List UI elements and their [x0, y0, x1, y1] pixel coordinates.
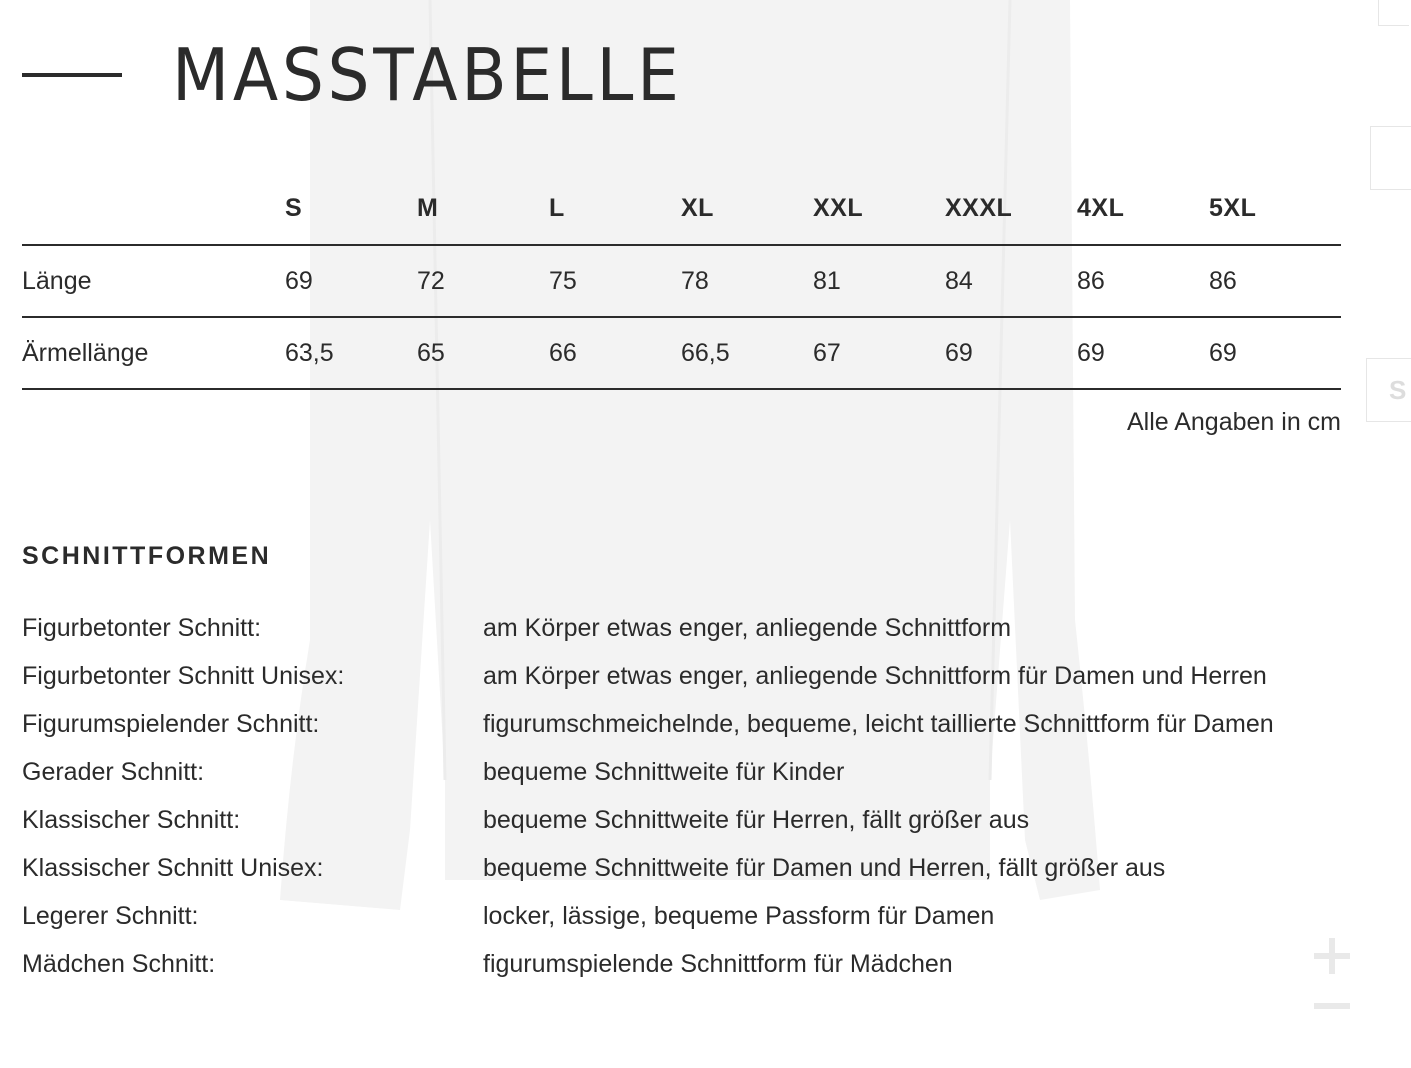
- table-cell: 72: [417, 245, 549, 317]
- edge-thumbnail-top[interactable]: [1378, 0, 1409, 26]
- table-cell: 81: [813, 245, 945, 317]
- cut-description: am Körper etwas enger, anliegende Schnittform für Damen und Herren: [483, 662, 1267, 690]
- title-rule: [22, 73, 122, 77]
- cut-description: bequeme Schnittweite für Herren, fällt größer aus: [483, 806, 1030, 834]
- edge-thumbnail[interactable]: [1370, 126, 1411, 190]
- section-heading: SCHNITTFORMEN: [22, 542, 272, 570]
- row-label: Ärmellänge: [22, 317, 285, 389]
- zoom-controls: [1312, 936, 1352, 1026]
- size-header-cell: S: [285, 172, 417, 245]
- list-item: [22, 658, 1352, 694]
- size-header-cell: L: [549, 172, 681, 245]
- table-cell: 69: [285, 245, 417, 317]
- list-item: [22, 706, 1352, 742]
- size-header-cell: XL: [681, 172, 813, 245]
- table-cell: 86: [1209, 245, 1341, 317]
- cut-name: Figurbetonter Schnitt Unisex:: [22, 662, 345, 690]
- table-row: [22, 245, 1341, 317]
- table-cell: 67: [813, 317, 945, 389]
- table-cell: 69: [945, 317, 1077, 389]
- table-cell: 84: [945, 245, 1077, 317]
- cut-description: bequeme Schnittweite für Damen und Herren, fällt größer aus: [483, 854, 1166, 882]
- cut-name: Legerer Schnitt:: [22, 902, 199, 930]
- size-header-cell: 4XL: [1077, 172, 1209, 245]
- list-item: [22, 850, 1352, 886]
- cut-description: figurumspielende Schnittform für Mädchen: [483, 950, 953, 978]
- zoom-out-button[interactable]: [1312, 986, 1352, 1026]
- table-cell: 69: [1077, 317, 1209, 389]
- cut-name: Mädchen Schnitt:: [22, 950, 216, 978]
- table-cell: 78: [681, 245, 813, 317]
- list-item: [22, 898, 1352, 934]
- cut-styles-list: [22, 610, 1352, 994]
- cut-name: Figurumspielender Schnitt:: [22, 710, 320, 738]
- cut-description: locker, lässige, bequeme Passform für Damen: [483, 902, 995, 930]
- table-cell: 69: [1209, 317, 1341, 389]
- edge-size-letter: S: [1389, 375, 1407, 405]
- size-header-row: [22, 172, 1341, 245]
- zoom-in-button[interactable]: [1312, 936, 1352, 976]
- edge-size-option[interactable]: [1366, 358, 1411, 422]
- size-header-cell: XXXL: [945, 172, 1077, 245]
- cut-description: bequeme Schnittweite für Kinder: [483, 758, 845, 786]
- cut-name: Klassischer Schnitt Unisex:: [22, 854, 324, 882]
- size-header-cell: 5XL: [1209, 172, 1341, 245]
- list-item: [22, 802, 1352, 838]
- unit-note: Alle Angaben in cm: [1126, 408, 1341, 436]
- table-cell: 63,5: [285, 317, 417, 389]
- size-header-cell: XXL: [813, 172, 945, 245]
- list-item: [22, 610, 1352, 646]
- table-cell: 66,5: [681, 317, 813, 389]
- cut-description: am Körper etwas enger, anliegende Schnittform: [483, 614, 1012, 642]
- table-cell: 75: [549, 245, 681, 317]
- cut-name: Gerader Schnitt:: [22, 758, 205, 786]
- size-header-cell: M: [417, 172, 549, 245]
- cut-description: figurumschmeichelnde, bequeme, leicht taillierte Schnittform für Damen: [483, 710, 1274, 738]
- table-cell: 66: [549, 317, 681, 389]
- list-item: [22, 946, 1352, 982]
- row-label: Länge: [22, 245, 285, 317]
- cut-name: Klassischer Schnitt:: [22, 806, 241, 834]
- list-item: [22, 754, 1352, 790]
- table-row: [22, 317, 1341, 389]
- table-cell: 86: [1077, 245, 1209, 317]
- size-table: [22, 172, 1341, 390]
- cut-name: Figurbetonter Schnitt:: [22, 614, 262, 642]
- page-title: MASSTABELLE: [172, 33, 683, 117]
- table-cell: 65: [417, 317, 549, 389]
- size-header-empty: [22, 172, 285, 245]
